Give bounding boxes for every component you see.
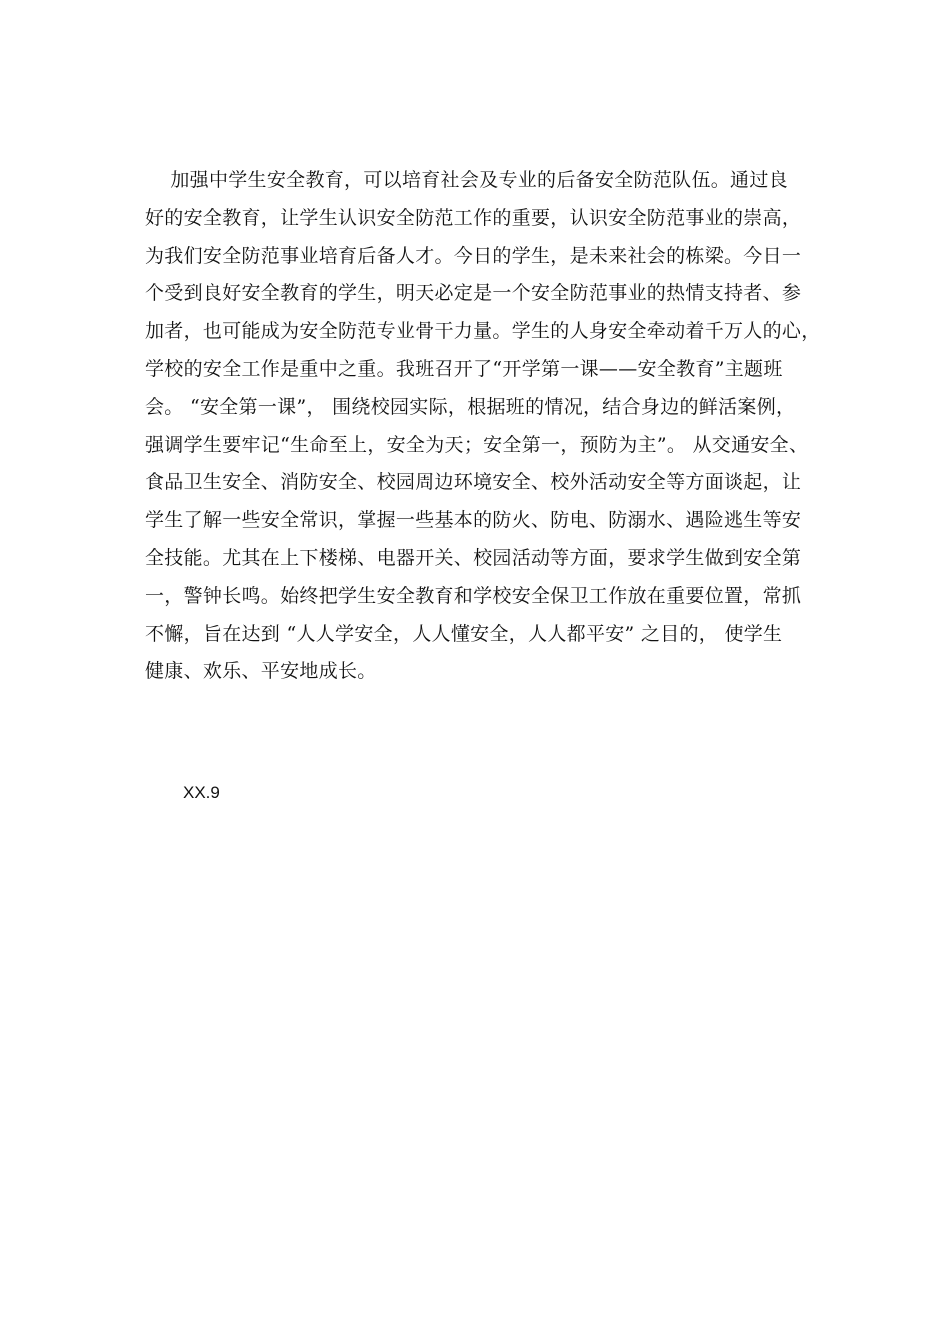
paragraph-line: 学校的安全工作是重中之重。我班召开了“开学第一课——安全教育”主题班 <box>145 357 783 380</box>
paragraph-line: 会。 “安全第一课”， 围绕校园实际，根据班的情况，结合身边的鲜活案例， <box>145 395 796 418</box>
paragraph-line: 全技能。尤其在上下楼梯、电器开关、校园活动等方面，要求学生做到安全第 <box>145 546 802 569</box>
paragraph-line: 食品卫生安全、消防安全、校园周边环境安全、校外活动安全等方面谈起，让 <box>145 471 802 494</box>
paragraph-line: 为我们安全防范事业培育后备人才。今日的学生，是未来社会的栋梁。今日一 <box>145 244 802 267</box>
paragraph-line: 强调学生要牢记“生命至上，安全为天；安全第一，预防为主”。 从交通安全、 <box>145 433 809 456</box>
paragraph-line: 好的安全教育，让学生认识安全防范工作的重要，认识安全防范事业的崇高， <box>145 206 802 229</box>
paragraph-line: 加者，也可能成为安全防范专业骨干力量。学生的人身安全牵动着千万人的心， <box>145 320 821 343</box>
paragraph-line: 健康、欢乐、平安地成长。 <box>145 660 377 683</box>
body-paragraph <box>145 162 825 691</box>
document-date: XX.9 <box>183 783 220 802</box>
paragraph-line: 加强中学生安全教育，可以培育社会及专业的后备安全防范队伍。通过良 <box>145 169 788 191</box>
paragraph-line: 个受到良好安全教育的学生，明天必定是一个安全防范事业的热情支持者、参 <box>145 282 802 305</box>
paragraph-line: 一，警钟长鸣。始终把学生安全教育和学校安全保卫工作放在重要位置，常抓 <box>145 584 802 607</box>
paragraph-line: 不懈，旨在达到 “人人学安全，人人懂安全，人人都平安” 之目的， 使学生 <box>145 622 783 645</box>
paragraph-line: 学生了解一些安全常识，掌握一些基本的防火、防电、防溺水、遇险逃生等安 <box>145 509 802 532</box>
